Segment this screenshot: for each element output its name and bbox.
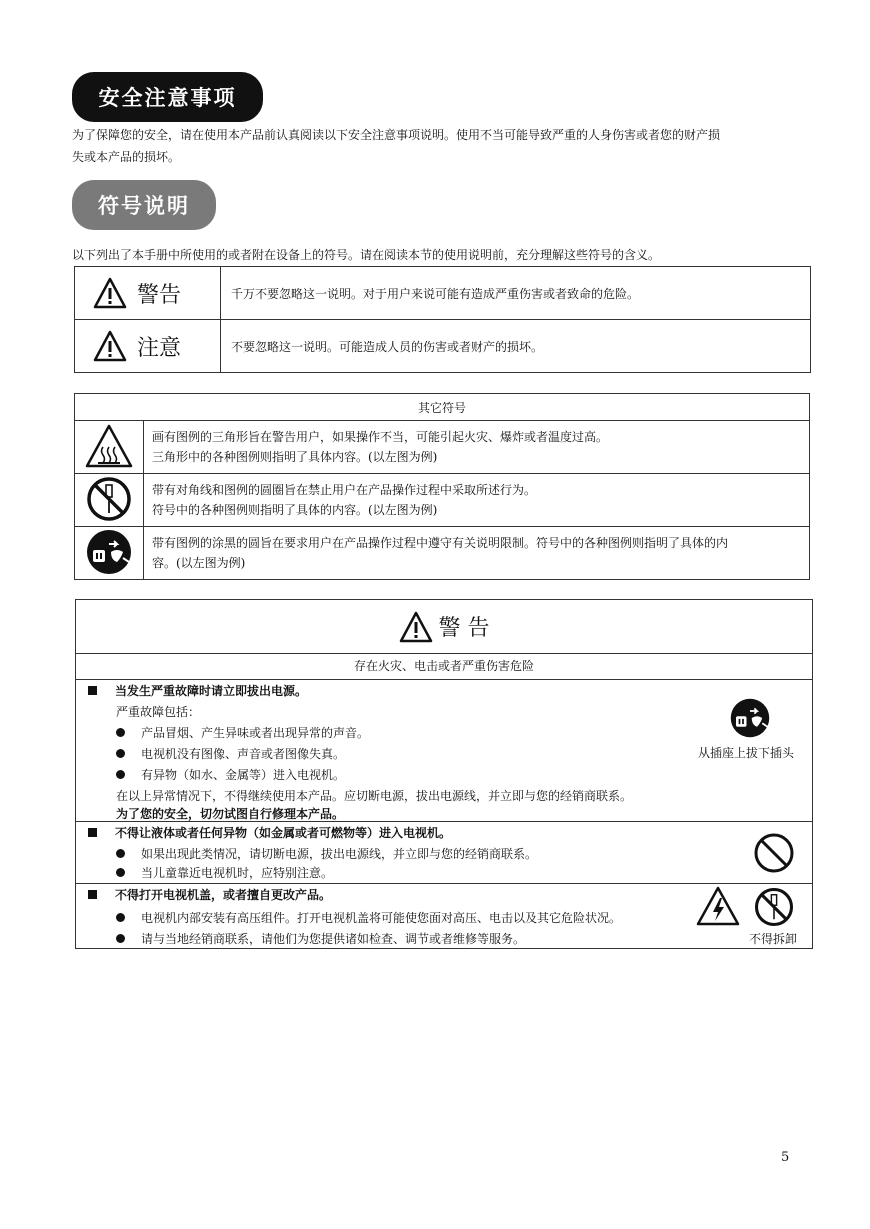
symbol-desc-line: 画有图例的三角形旨在警告用户，如果操作不当，可能引起火灾、爆炸或者温度过高。 [152,430,609,444]
section-bold-note: 为了您的安全，切勿试图自行修理本产品。 [116,807,345,821]
symbol-row [75,527,810,580]
safety-intro-line-2: 失或本产品的损坏。 [72,150,181,164]
bullet-text: 电视机内部安装有高压组件。打开电视机盖将可能使您面对高压、电击以及其它危险状况。 [141,911,622,925]
square-bullet [88,686,97,695]
unplug-icon [729,697,771,739]
warning-section-unplug [76,680,812,822]
level-label: 注意 [137,335,182,361]
level-row-caution [75,320,811,373]
bullet-text: 有异物（如水、金属等）进入电视机。 [141,768,346,782]
warning-section-liquid [76,822,812,884]
symbol-row [75,421,810,474]
section-heading: 当发生严重故障时请立即拔出电源。 [115,684,308,698]
prohibited-disassembly-icon [85,475,133,523]
disassembly-caption: 不得拆卸 [749,932,798,946]
symbol-desc-line: 带有对角线和图例的圆圈旨在禁止用户在产品操作过程中采取所述行为。 [152,483,537,497]
square-bullet [88,890,97,899]
electric-shock-icon [696,886,740,926]
level-description: 千万不要忽略这一说明。对于用户来说可能有造成严重伤害或者致命的危险。 [221,267,811,320]
hot-surface-triangle-icon [84,423,134,469]
warning-triangle-icon [399,611,433,643]
symbol-desc-line: 符号中的各种图例则指明了具体的内容。(以左图为例) [152,503,438,517]
symbols-title: 符号说明 [72,180,216,230]
level-label: 警告 [137,282,182,308]
square-bullet [88,828,97,837]
warning-box [75,599,813,949]
symbols-intro: 以下列出了本手册中所使用的或者附在设备上的符号。请在阅读本节的使用说明前，充分理解这些符号的含义。 [72,248,661,262]
bullet-text: 请与当地经销商联系，请他们为您提供诸如检查、调节或者维修等服务。 [141,932,526,946]
symbol-row [75,474,810,527]
warning-title: 警 告 [438,616,490,641]
prohibited-disassembly-icon [753,886,795,928]
page-number: 5 [781,1150,790,1165]
level-row-warning [75,267,811,320]
symbol-desc-line: 容。(以左图为例) [152,556,246,570]
bullet-text: 电视机没有图像、声音或者图像失真。 [141,747,346,761]
bullet-text: 当儿童靠近电视机时，应特别注意。 [141,866,334,880]
round-bullet [116,728,125,737]
bullet-text: 如果出现此类情况，请切断电源，拔出电源线，并立即与您的经销商联系。 [141,847,538,861]
bullet-text: 产品冒烟、产生异味或者出现异常的声音。 [141,726,370,740]
unplug-icon [85,528,133,576]
safety-title: 安全注意事项 [72,72,263,122]
round-bullet [116,913,125,922]
warning-section-open-cover [76,884,812,948]
section-subheading: 严重故障包括： [116,705,201,719]
level-table [74,266,811,373]
section-heading: 不得让液体或者任何异物（如金属或者可燃物等）进入电视机。 [115,826,452,840]
symbol-desc-line: 带有图例的涂黑的圆旨在要求用户在产品操作过程中遵守有关说明限制。符号中的各种图例则指明了具体的内 [152,536,729,550]
other-symbols-title: 其它符号 [75,394,810,421]
round-bullet [116,749,125,758]
symbol-desc-line: 三角形中的各种图例则指明了具体内容。(以左图为例) [152,450,438,464]
prohibited-icon [753,832,795,874]
round-bullet [116,849,125,858]
warning-triangle-icon [93,277,127,309]
safety-intro-line-1: 为了保障您的安全，请在使用本产品前认真阅读以下安全注意事项说明。使用不当可能导致严重的人身伤害或者您的财产损 [72,128,721,142]
level-description: 不要忽略这一说明。可能造成人员的伤害或者财产的损坏。 [221,320,811,373]
round-bullet [116,934,125,943]
round-bullet [116,770,125,779]
other-symbols-table [74,393,810,580]
safety-intro [72,124,802,168]
warning-subtitle: 存在火灾、电击或者严重伤害危险 [76,654,812,680]
section-heading: 不得打开电视机盖，或者擅自更改产品。 [115,888,332,902]
warning-triangle-icon [93,330,127,362]
unplug-caption: 从插座上拔下插头 [698,746,795,760]
section-note: 在以上异常情况下，不得继续使用本产品。应切断电源，拔出电源线，并立即与您的经销商联系。 [116,789,633,803]
round-bullet [116,868,125,877]
warning-header [76,600,812,654]
